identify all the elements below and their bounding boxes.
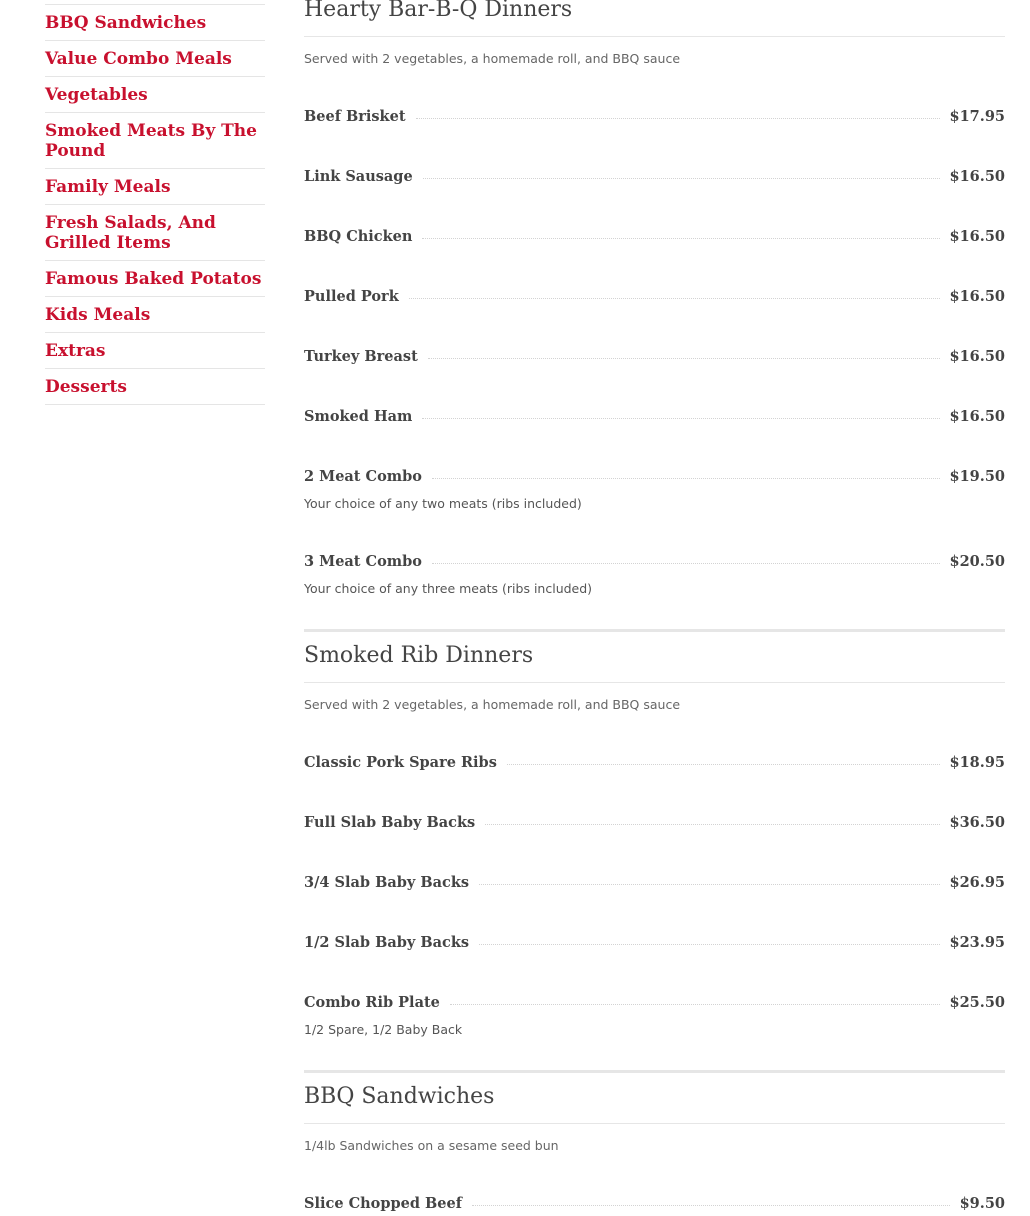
section-description: 1/4lb Sandwiches on a sesame seed bun: [304, 1138, 559, 1153]
leader-dots: [479, 944, 939, 945]
section-title: BBQ Sandwiches: [304, 1073, 1005, 1124]
menu-item: [304, 284, 1005, 309]
leader-dots: [472, 1205, 950, 1206]
menu-item: [304, 930, 1005, 955]
item-name: Beef Brisket: [304, 108, 406, 125]
sidebar-item-salads-grilled[interactable]: Fresh Salads, And Grilled Items: [45, 205, 265, 261]
item-name: 1/2 Slab Baby Backs: [304, 934, 470, 951]
sidebar-item-smoked-meats[interactable]: Smoked Meats By The Pound: [45, 113, 265, 169]
leader-dots: [432, 563, 940, 564]
leader-dots: [423, 178, 940, 179]
section-title: Smoked Rib Dinners: [304, 632, 1005, 683]
menu-item: [304, 990, 1005, 1040]
item-price: $18.95: [949, 754, 1005, 771]
item-price: $36.50: [949, 814, 1005, 831]
sidebar-item-bbq-sandwiches[interactable]: BBQ Sandwiches: [45, 5, 265, 41]
menu-item: [304, 164, 1005, 189]
section-title: Hearty Bar-B-Q Dinners: [304, 0, 1005, 37]
menu-item: [304, 870, 1005, 895]
leader-dots: [432, 478, 940, 479]
menu-section-bbq-dinners: [304, 0, 1005, 599]
menu-item: [304, 104, 1005, 129]
item-name: Combo Rib Plate: [304, 994, 440, 1011]
sidebar-item-desserts[interactable]: Desserts: [45, 369, 265, 405]
sidebar-item-vegetables[interactable]: Vegetables: [45, 77, 265, 113]
menu-item: [304, 549, 1005, 599]
item-name: 3/4 Slab Baby Backs: [304, 874, 470, 891]
item-price: $20.50: [949, 553, 1005, 570]
item-price: $16.50: [949, 408, 1005, 425]
item-name: Slice Chopped Beef: [304, 1195, 462, 1212]
item-description: Your choice of any two meats (ribs included): [304, 496, 582, 511]
item-name: Smoked Ham: [304, 408, 413, 425]
menu-item: [304, 404, 1005, 429]
item-price: $19.50: [949, 468, 1005, 485]
sidebar-item-baked-potatos[interactable]: Famous Baked Potatos: [45, 261, 265, 297]
item-description: Your choice of any three meats (ribs included): [304, 581, 593, 596]
item-name: 3 Meat Combo: [304, 553, 422, 570]
leader-dots: [422, 418, 939, 419]
leader-dots: [450, 1004, 940, 1005]
sidebar-item-kids-meals[interactable]: Kids Meals: [45, 297, 265, 333]
leader-dots: [479, 884, 939, 885]
item-price: $16.50: [949, 348, 1005, 365]
leader-dots: [485, 824, 939, 825]
menu-item: [304, 464, 1005, 514]
item-name: Classic Pork Spare Ribs: [304, 754, 497, 771]
item-name: Full Slab Baby Backs: [304, 814, 476, 831]
item-price: $16.50: [949, 288, 1005, 305]
item-name: Pulled Pork: [304, 288, 399, 305]
item-price: $17.95: [949, 108, 1005, 125]
section-description: Served with 2 vegetables, a homemade roll, and BBQ sauce: [304, 51, 681, 66]
menu-item: [304, 344, 1005, 369]
item-name: BBQ Chicken: [304, 228, 413, 245]
item-price: $25.50: [949, 994, 1005, 1011]
menu-category-sidebar: [45, 4, 265, 405]
sidebar-item-family-meals[interactable]: Family Meals: [45, 169, 265, 205]
item-price: $9.50: [959, 1195, 1005, 1212]
menu-item: [304, 224, 1005, 249]
menu-item: [304, 1191, 1005, 1216]
menu-section-rib-dinners: [304, 629, 1005, 1040]
sidebar-item-value-combo-meals[interactable]: Value Combo Meals: [45, 41, 265, 77]
item-description: 1/2 Spare, 1/2 Baby Back: [304, 1022, 463, 1037]
leader-dots: [409, 298, 940, 299]
item-price: $16.50: [949, 168, 1005, 185]
leader-dots: [507, 764, 940, 765]
leader-dots: [422, 238, 939, 239]
item-price: $23.95: [949, 934, 1005, 951]
section-description: Served with 2 vegetables, a homemade roll, and BBQ sauce: [304, 697, 681, 712]
menu-content: [304, 0, 1005, 1216]
leader-dots: [416, 118, 940, 119]
item-name: Link Sausage: [304, 168, 413, 185]
item-price: $26.95: [949, 874, 1005, 891]
item-price: $16.50: [949, 228, 1005, 245]
menu-section-bbq-sandwiches: [304, 1070, 1005, 1216]
menu-item: [304, 750, 1005, 775]
sidebar-item-extras[interactable]: Extras: [45, 333, 265, 369]
item-name: Turkey Breast: [304, 348, 418, 365]
leader-dots: [428, 358, 940, 359]
item-name: 2 Meat Combo: [304, 468, 422, 485]
menu-item: [304, 810, 1005, 835]
